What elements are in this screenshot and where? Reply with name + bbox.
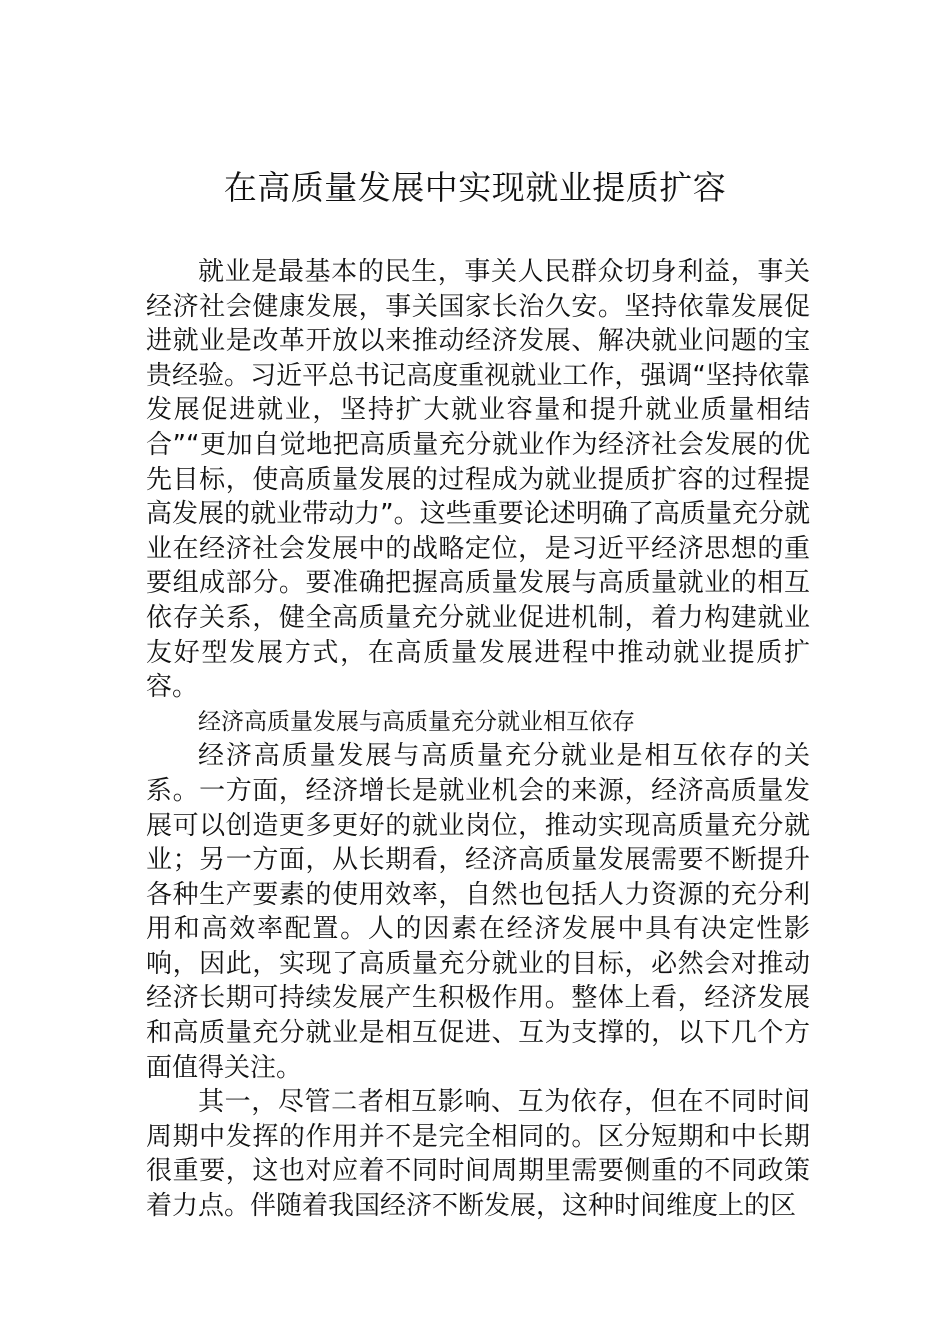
paragraph-intro: 就业是最基本的民生，事关人民群众切身利益，事关经济社会健康发展，事关国家长治久安。坚持依靠发展促进就业是改革开放以来推动经济发展、解决就业问题的宝贵经验。习近平总书记高度重视就业工作，强调“坚持依靠发展促进就业，坚持扩大就业容量和提升就业质量相结合”“更加自觉地把高质量充分就业作为经济社会发展的优先目标，使高质量发展的过程成为就业提质扩容的过程提高发展的就业带动力”。这些重要论述明确了高质量充分就业在经济社会发展中的战略定位，是习近平经济思想的重要组成部分。要准确把握高质量发展与高质量就业的相互依存关系，健全高质量充分就业促进机制，着力构建就业友好型发展方式，在高质量发展进程中推动就业提质扩容。 (146, 257, 810, 703)
paragraph-interdependence: 经济高质量发展与高质量充分就业是相互依存的关系。一方面，经济增长是就业机会的来源，经济高质量发展可以创造更多更好的就业岗位，推动实现高质量充分就业；另一方面，从长期看，经济高质量发展需要不断提升各种生产要素的使用效率，自然也包括人力资源的充分利用和高效率配置。人的因素在经济发展中具有决定性影响，因此，实现了高质量充分就业的目标，必然会对推动经济长期可持续发展产生积极作用。整体上看，经济发展和高质量充分就业是相互促进、互为支撑的，以下几个方面值得关注。 (146, 741, 810, 1083)
section-heading: 经济高质量发展与高质量充分就业相互依存 (198, 708, 635, 735)
document-body (146, 255, 810, 1224)
paragraph-point-one: 其一，尽管二者相互影响、互为依存，但在不同时间周期中发挥的作用并不是完全相同的。区分短期和中长期很重要，这也对应着不同时间周期里需要侧重的不同政策着力点。伴随着我国经济不断发展，这种时间维度上的区 (146, 1087, 810, 1222)
document-title: 在高质量发展中实现就业提质扩容 (223, 168, 727, 207)
